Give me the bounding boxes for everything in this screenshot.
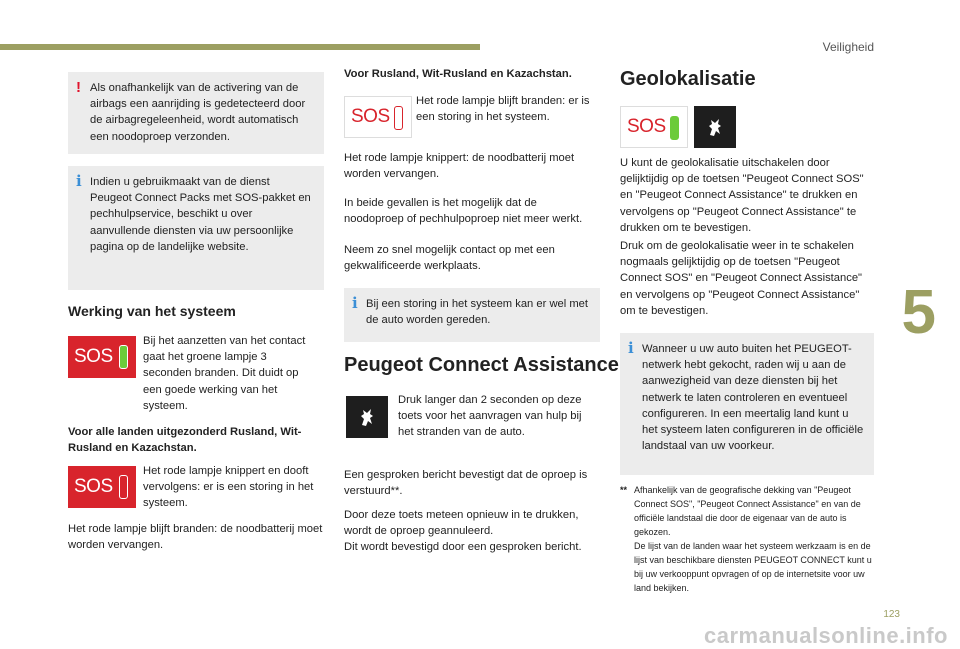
info-icon: i — [76, 172, 82, 190]
peugeot-lion-icon — [703, 115, 727, 139]
sos-label: SOS — [351, 106, 390, 128]
sos-button-green — [68, 336, 136, 378]
footnote-text-2: De lijst van de landen waar het systeem werkzaam is en de lijst van beschikbare diensten PEUGEOT CONNECT kunt u bij uw verkooppunt opvragen of op de internetsite voor uw land bekijken. — [634, 540, 872, 593]
footnote-text-1: Afhankelijk van de geografische dekking van "Peugeot Connect SOS", "Peugeot Connect Assistance" en van de officiële landstaal die door de eigenaar van de auto is gekozen. — [634, 485, 861, 537]
section-label: Veiligheid — [822, 40, 874, 54]
red-lamp-icon — [394, 106, 403, 130]
header-accent-bar — [0, 44, 480, 50]
footnote — [620, 484, 876, 596]
confirm-text: Dit wordt bevestigd door een gesproken bericht. — [344, 541, 582, 553]
page-number: 123 — [883, 609, 900, 620]
steady-text: Het rode lampje blijft branden: de noodbatterij moet worden vervangen. — [68, 523, 323, 552]
info-icon: i — [628, 339, 634, 357]
sos-button-green — [620, 106, 688, 148]
peugeot-lion-icon — [355, 405, 379, 429]
info-text: Bij een storing in het systeem kan er wel met de auto worden gereden. — [366, 298, 588, 327]
section-heading: Geolokalisatie — [620, 68, 756, 90]
chapter-number: 5 — [901, 278, 936, 347]
blink-text: Het rode lampje knippert: de noodbatterij moet worden vervangen. — [344, 152, 575, 181]
warning-icon: ! — [76, 79, 81, 96]
contact-text: Neem zo snel mogelijk contact op met een gekwalificeerde werkplaats. — [344, 244, 555, 273]
green-lamp-icon — [119, 345, 128, 369]
sos-button-red — [344, 96, 412, 138]
footnote-mark: ** — [620, 485, 628, 495]
warning-box — [68, 72, 324, 154]
sos-button-blink — [68, 466, 136, 508]
green-lamp-icon — [670, 116, 679, 140]
peugeot-assistance-button — [694, 106, 736, 148]
info-icon: i — [352, 294, 358, 312]
info-text: Wanneer u uw auto buiten het PEUGEOT-netwerk hebt gekocht, raden wij u aan de aanwezigheid van deze diensten bij het netwerk te laten controleren en eventueel configureren. In een meertalig land kunt u het systeem laten configureren in de officiële landstaal van uw voorkeur. — [642, 343, 864, 453]
info-box — [344, 288, 600, 342]
warning-text: Als onafhankelijk van de activering van de airbags een aanrijding is gedetecteerd door de airbagregeleenheid, wordt automatisch een noodoproep verzonden. — [90, 82, 306, 143]
watermark: carmanualsonline.info — [704, 623, 948, 648]
steady-text: Het rode lampje blijft branden: er is een storing in het systeem. — [416, 95, 590, 124]
cancel-text: Door deze toets meteen opnieuw in te drukken, wordt de oproep geannuleerd. — [344, 509, 579, 538]
peugeot-assistance-button — [346, 396, 388, 438]
info-text: Indien u gebruikmaakt van de dienst Peugeot Connect Packs met SOS-pakket en pechhulpservice, beschikt u over aanvullende diensten via uw persoonlijke pagina op de landelijke website. — [90, 176, 311, 253]
startup-text: Bij het aanzetten van het contact gaat het groene lampje 3 seconden branden. Dit duidt op een goede werking van het systeem. — [143, 335, 306, 412]
countries-heading: Voor alle landen uitgezonderd Rusland, Wit-Rusland en Kazachstan. — [68, 426, 302, 455]
lamp-off-icon — [119, 475, 128, 499]
sos-label: SOS — [74, 476, 113, 498]
both-cases-text: In beide gevallen is het mogelijk dat de noodoproep of pechhulpoproep niet meer werkt. — [344, 197, 583, 226]
info-box — [68, 166, 324, 290]
disable-text: U kunt de geolokalisatie uitschakelen door gelijktijdig op de toetsen "Peugeot Connect SOS" en "Peugeot Connect Assistance" te drukken en vervolgens op "Peugeot Connect Assistance" te drukken om te bevestigen. — [620, 157, 864, 234]
sos-label: SOS — [74, 346, 113, 368]
enable-text: Druk om de geolokalisatie weer in te schakelen nogmaals gelijktijdig op de toetsen "Peugeot Connect SOS" en "Peugeot Connect Assistance" en vervolgens op "Peugeot Connect Assistance" om te bevestigen. — [620, 240, 863, 317]
countries-heading: Voor Rusland, Wit-Rusland en Kazachstan. — [344, 68, 572, 80]
section-heading: Peugeot Connect Assistance — [344, 354, 619, 376]
spoken-text: Een gesproken bericht bevestigt dat de oproep is verstuurd**. — [344, 469, 588, 498]
sos-label: SOS — [627, 116, 666, 138]
info-box — [620, 333, 874, 475]
section-heading: Werking van het systeem — [68, 303, 236, 319]
press-text: Druk langer dan 2 seconden op deze toets voor het aanvragen van hulp bij het stranden van de auto. — [398, 394, 582, 439]
blink-text: Het rode lampje knippert en dooft vervolgens: er is een storing in het systeem. — [143, 465, 314, 510]
